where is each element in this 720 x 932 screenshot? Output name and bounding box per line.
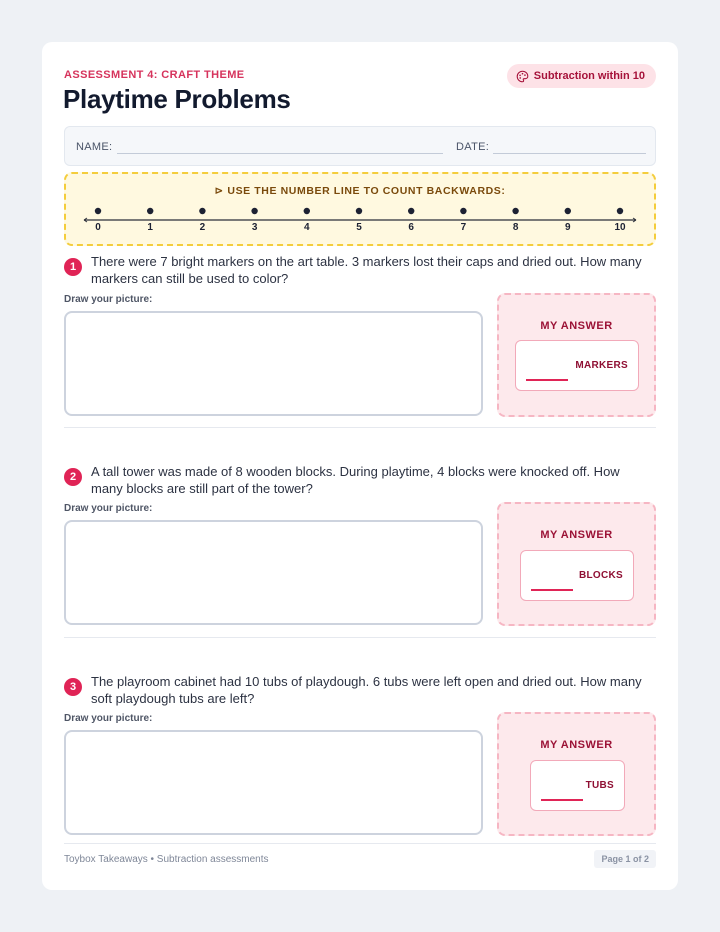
number-line-tick-label: 2 xyxy=(199,222,206,233)
topic-badge-label: Subtraction within 10 xyxy=(533,70,645,82)
number-line-dot xyxy=(408,208,414,214)
question-divider xyxy=(64,637,656,638)
drawing-area[interactable] xyxy=(64,311,483,416)
page-title: Playtime Problems xyxy=(63,84,291,114)
date-field[interactable] xyxy=(493,153,646,154)
question-text: There were 7 bright markers on the art table. 3 markers lost their caps and dried out. How many markers can still be used to color? xyxy=(91,254,642,286)
answer-box[interactable] xyxy=(530,760,625,811)
number-line xyxy=(66,174,654,244)
number-line-tick-label: 3 xyxy=(251,222,258,233)
drawing-area[interactable] xyxy=(64,520,483,625)
number-line-tick-label: 4 xyxy=(304,222,310,233)
page-indicator: Page 1 of 2 xyxy=(594,850,656,868)
number-line-tick-label: 8 xyxy=(512,222,519,233)
answer-panel xyxy=(497,712,656,836)
answer-unit: BLOCKS xyxy=(578,570,623,581)
worksheet-page xyxy=(42,42,678,890)
answer-write-line xyxy=(541,799,583,801)
draw-picture-label: Draw your picture: xyxy=(64,503,153,514)
assessment-kicker: ASSESSMENT 4: CRAFT THEME xyxy=(64,69,245,81)
number-line-dot xyxy=(460,208,466,214)
footer-divider xyxy=(64,843,656,844)
answer-title: MY ANSWER xyxy=(540,739,613,751)
name-label: NAME: xyxy=(76,141,113,153)
number-line-panel xyxy=(64,172,656,246)
answer-box[interactable] xyxy=(515,340,639,391)
question-number-badge: 3 xyxy=(64,678,82,696)
number-line-tick-label: 6 xyxy=(408,222,414,233)
answer-unit: TUBS xyxy=(585,780,614,791)
question-divider xyxy=(64,427,656,428)
answer-write-line xyxy=(526,379,568,381)
number-line-dot xyxy=(147,208,153,214)
answer-unit: MARKERS xyxy=(575,360,628,371)
answer-panel xyxy=(497,502,656,626)
number-line-dot xyxy=(512,208,518,214)
draw-picture-label: Draw your picture: xyxy=(64,294,153,305)
drawing-area[interactable] xyxy=(64,730,483,835)
answer-panel xyxy=(497,293,656,417)
number-line-tick-label: 7 xyxy=(460,222,467,233)
number-line-instructions: ⊳ USE THE NUMBER LINE TO COUNT BACKWARDS: xyxy=(214,185,506,197)
number-line-tick-label: 5 xyxy=(356,222,362,233)
number-line-dot xyxy=(95,208,101,214)
number-line-tick-label: 10 xyxy=(614,222,626,233)
name-date-bar xyxy=(64,126,656,166)
number-line-dot xyxy=(304,208,310,214)
number-line-dot xyxy=(565,208,571,214)
number-line-tick-label: 0 xyxy=(95,222,101,233)
answer-write-line xyxy=(531,589,573,591)
question-number-badge: 1 xyxy=(64,258,82,276)
number-line-dot xyxy=(617,208,623,214)
answer-box[interactable] xyxy=(520,550,634,601)
question-text: The playroom cabinet had 10 tubs of playdough. 6 tubs were left open and dried out. How many soft playdough tubs are left? xyxy=(91,674,642,706)
name-field[interactable] xyxy=(117,153,443,154)
footer-credit: Toybox Takeaways • Subtraction assessments xyxy=(64,854,269,865)
topic-badge xyxy=(507,64,656,88)
draw-picture-label: Draw your picture: xyxy=(64,713,153,724)
answer-title: MY ANSWER xyxy=(540,529,613,541)
number-line-dot xyxy=(251,208,257,214)
number-line-dot xyxy=(199,208,205,214)
date-label: DATE: xyxy=(456,141,490,153)
question-number-badge: 2 xyxy=(64,468,82,486)
answer-title: MY ANSWER xyxy=(540,320,613,332)
palette-icon xyxy=(516,70,529,83)
question-text: A tall tower was made of 8 wooden blocks. During playtime, 4 blocks were knocked off. How many blocks are still part of the tower? xyxy=(91,464,620,496)
number-line-dot xyxy=(356,208,362,214)
number-line-tick-label: 1 xyxy=(147,222,153,233)
number-line-tick-label: 9 xyxy=(565,222,571,233)
